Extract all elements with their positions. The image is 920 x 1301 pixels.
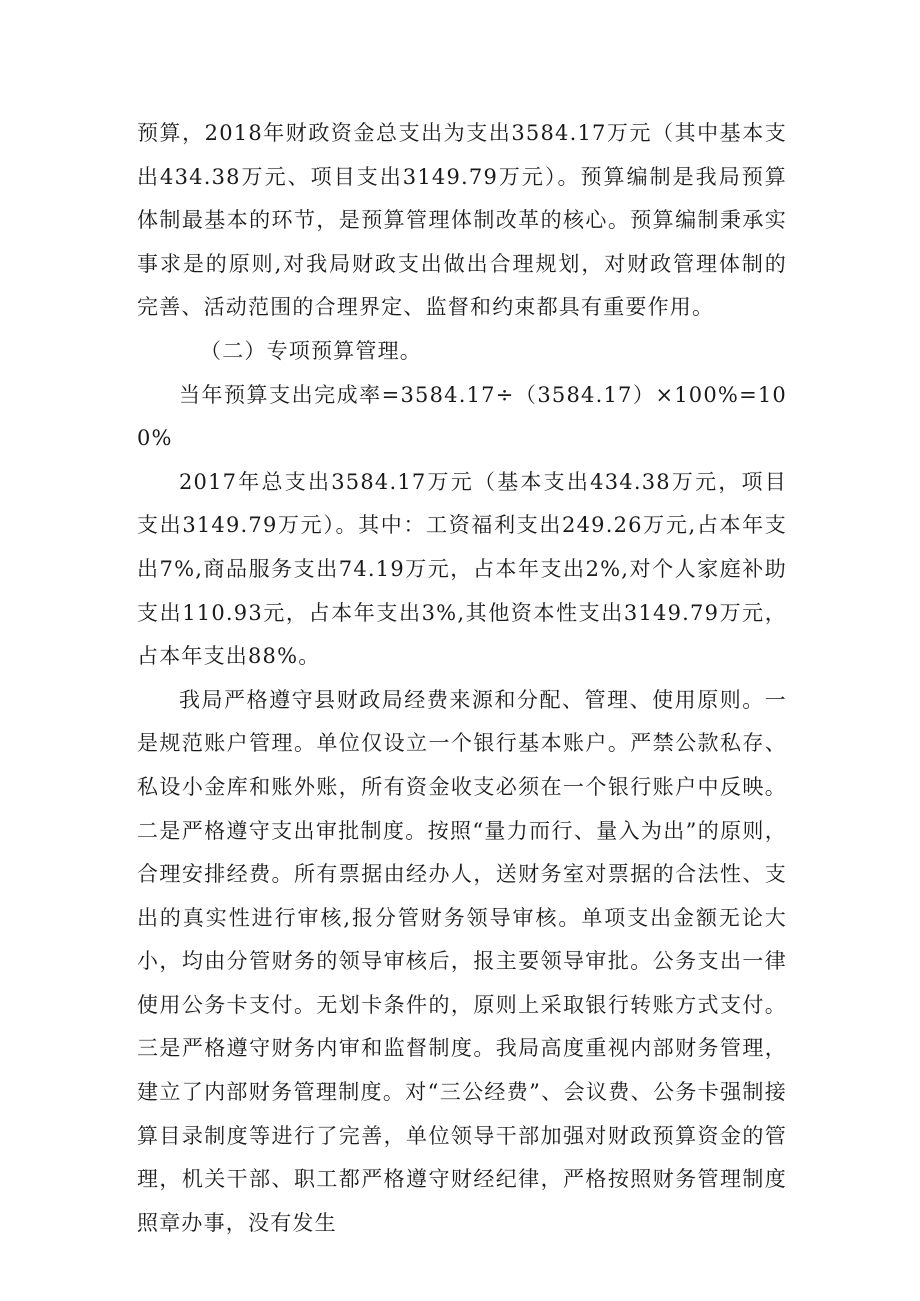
paragraph-budget-overview: 预算，2018年财政资金总支出为支出3584.17万元（其中基本支出434.38万元、项目支出3149.79万元）。预算编制是我局预算体制最基本的环节，是预算管理体制改革的核心。预算编制秉承实事求是的原则,对我局财政支出做出合理规划，对财政管理体制的完善、活动范围的合理界定、监督和约束都具有重要作用。 xyxy=(137,121,787,320)
paragraph-expenditure-breakdown: 2017年总支出3584.17万元（基本支出434.38万元，项目支出3149.79万元）。其中：工资福利支出249.26万元,占本年支出7%,商品服务支出74.19万元，占本年支出2%,对个人家庭补助支出110.93元，占本年支出3%,其他资本性支出3149.79万元，占本年支出88%。 xyxy=(137,469,787,669)
paragraph-financial-management: 我局严格遵守县财政局经费来源和分配、管理、使用原则。一是规范账户管理。单位仅设立一个银行基本账户。严禁公款私存、私设小金库和账外账，所有资金收支必须在一个银行账户中反映。二是严格遵守支出审批制度。按照“量力而行、量入为出”的原则，合理安排经费。所有票据由经办人，送财务室对票据的合法性、支出的真实性进行审核,报分管财务领导审核。单项支出金额无论大小，均由分管财务的领导审核后，报主要领导审批。公务支出一律使用公务卡支付。无划卡条件的，原则上采取银行转账方式支付。三是严格遵守财务内审和监督制度。我局高度重视内部财务管理，建立了内部财务管理制度。对“三公经费”、会议费、公务卡强制接算目录制度等进行了完善，单位领导干部加强对财政预算资金的管理，机关干部、职工都严格遵守财经纪律，严格按照财务管理制度照章办事，没有发生 xyxy=(137,687,787,1235)
paragraph-completion-rate: 当年预算支出完成率=3584.17÷（3584.17）×100%=100% xyxy=(137,382,787,451)
document-body xyxy=(137,112,787,1245)
section-heading-special-budget: （二）专项预算管理。 xyxy=(200,338,422,363)
